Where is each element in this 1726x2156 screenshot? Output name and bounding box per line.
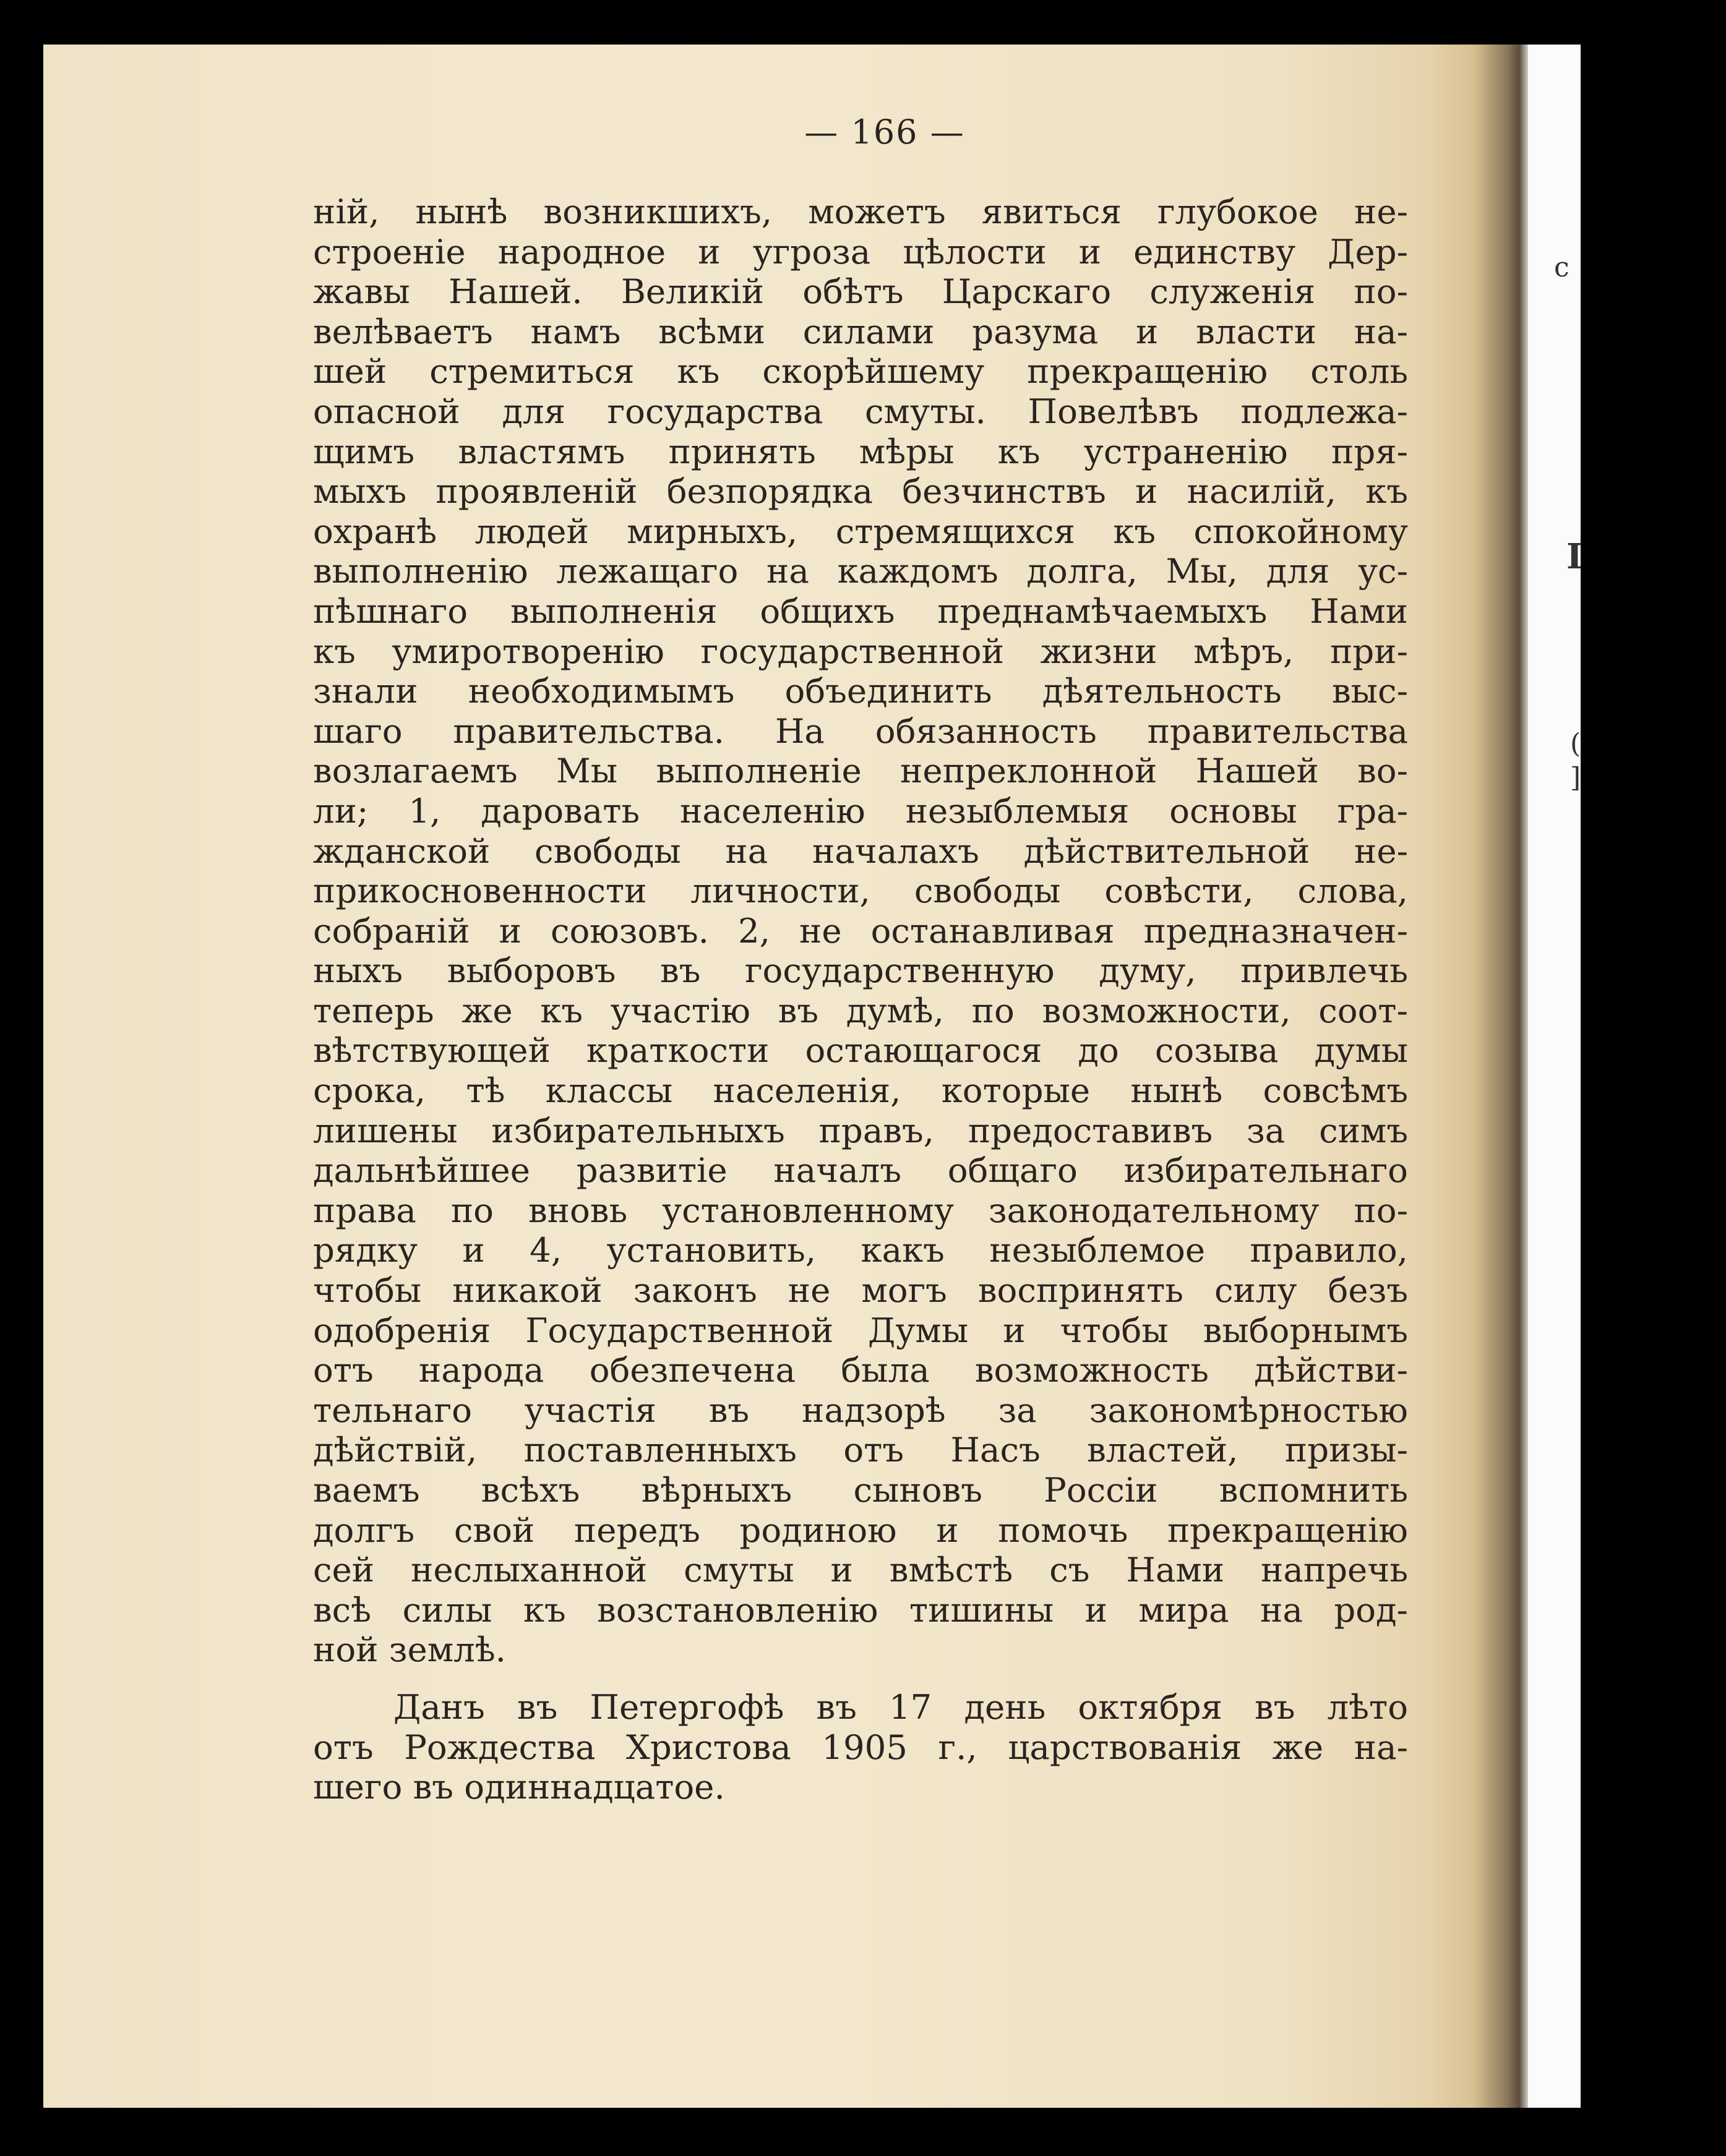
text-line: шей стремиться къ скорѣйшему прекращенію столь [313, 351, 1408, 391]
text-line: права по вновь установленному законодательному по- [313, 1190, 1408, 1230]
text-line: знали необходимымъ объединить дѣятельность выс- [313, 671, 1408, 711]
paragraph-1 [313, 192, 1408, 1670]
text-line: жданской свободы на началахъ дѣйствительной не- [313, 831, 1408, 871]
book-page [43, 45, 1581, 2108]
text-line: строеніе народное и угроза цѣлости и единству Дер- [313, 231, 1408, 272]
text-line: возлагаемъ Мы выполненіе непреклонной Нашей во- [313, 751, 1408, 791]
paragraph-2 [313, 1687, 1408, 1807]
text-line: охранѣ людей мирныхъ, стремящихся къ спокойному [313, 511, 1408, 551]
text-line: вѣтствующей краткости остающагося до созыва думы [313, 1030, 1408, 1071]
text-line: ной землѣ. [313, 1630, 506, 1670]
text-line: жавы Нашей. Великій обѣтъ Царскаго служенія по- [313, 272, 1408, 312]
text-line: выполненію лежащаго на каждомъ долга, Мы, для ус- [313, 551, 1408, 591]
text-line: ваемъ всѣхъ вѣрныхъ сыновъ Россіи вспомнить [313, 1470, 1408, 1510]
text-line: велѣваетъ намъ всѣми силами разума и власти на- [313, 311, 1408, 351]
text-line: мыхъ проявленій безпорядка безчинствъ и насилій, къ [313, 471, 1408, 511]
text-line: шего въ одиннадцатое. [313, 1767, 725, 1807]
text-line: собраній и союзовъ. 2, не останавливая предназначен- [313, 910, 1408, 951]
text-line: шаго правительства. На обязанность правительства [313, 711, 1408, 751]
text-line: къ умиротворенію государственной жизни мѣръ, при- [313, 631, 1408, 671]
page-number: — 166 — [804, 113, 965, 152]
text-line: Данъ въ Петергофѣ въ 17 день октября въ лѣто [393, 1687, 1408, 1727]
text-line: дальнѣйшее развитіе началъ общаго избирательнаго [313, 1150, 1408, 1191]
text-line: опасной для государства смуты. Повелѣвъ подлежа- [313, 391, 1408, 431]
adjacent-page-fragment: ( [1570, 728, 1581, 759]
text-line: лишены избирательныхъ правъ, предоставивъ за симъ [313, 1110, 1408, 1150]
text-line: сей неслыханной смуты и вмѣстѣ съ Нами напречь [313, 1550, 1408, 1590]
text-line: ли; 1, даровать населенію незыблемыя основы гра- [313, 790, 1408, 831]
text-line: одобренія Государственной Думы и чтобы выборнымъ [313, 1310, 1408, 1350]
adjacent-page-edge [1528, 45, 1581, 2108]
text-line: теперь же къ участію въ думѣ, по возможности, соот- [313, 990, 1408, 1030]
adjacent-page-fragment: с [1554, 252, 1569, 283]
text-line: пѣшнаго выполненія общихъ преднамѣчаемыхъ Нами [313, 591, 1408, 631]
text-line: всѣ силы къ возстановленію тишины и мира на род- [313, 1589, 1408, 1630]
text-line: ныхъ выборовъ въ государственную думу, привлечь [313, 951, 1408, 991]
text-line: срока, тѣ классы населенія, которые нынѣ совсѣмъ [313, 1071, 1408, 1111]
text-line: долгъ свой передъ родиною и помочь прекращенію [313, 1510, 1408, 1550]
text-line: прикосновенности личности, свободы совѣсти, слова, [313, 871, 1408, 911]
text-line: дѣйствій, поставленныхъ отъ Насъ властей, призы- [313, 1430, 1408, 1470]
text-line: отъ Рождества Христова 1905 г., царствованія же на- [313, 1727, 1408, 1767]
body-text [313, 192, 1408, 1807]
text-line: чтобы никакой законъ не могъ воспринять силу безъ [313, 1270, 1408, 1311]
text-line: отъ народа обезпечена была возможность дѣйстви- [313, 1350, 1408, 1390]
adjacent-page-fragment: ] [1570, 762, 1581, 794]
text-line: рядку и 4, установить, какъ незыблемое правило, [313, 1230, 1408, 1270]
text-line: ній, нынѣ возникшихъ, можетъ явиться глубокое не- [313, 192, 1408, 231]
text-line: щимъ властямъ принять мѣры къ устраненію пря- [313, 431, 1408, 471]
adjacent-page-fragment: I [1566, 536, 1583, 577]
paragraph-gap [313, 1670, 1408, 1687]
text-line: тельнаго участія въ надзорѣ за закономѣрностью [313, 1390, 1408, 1430]
